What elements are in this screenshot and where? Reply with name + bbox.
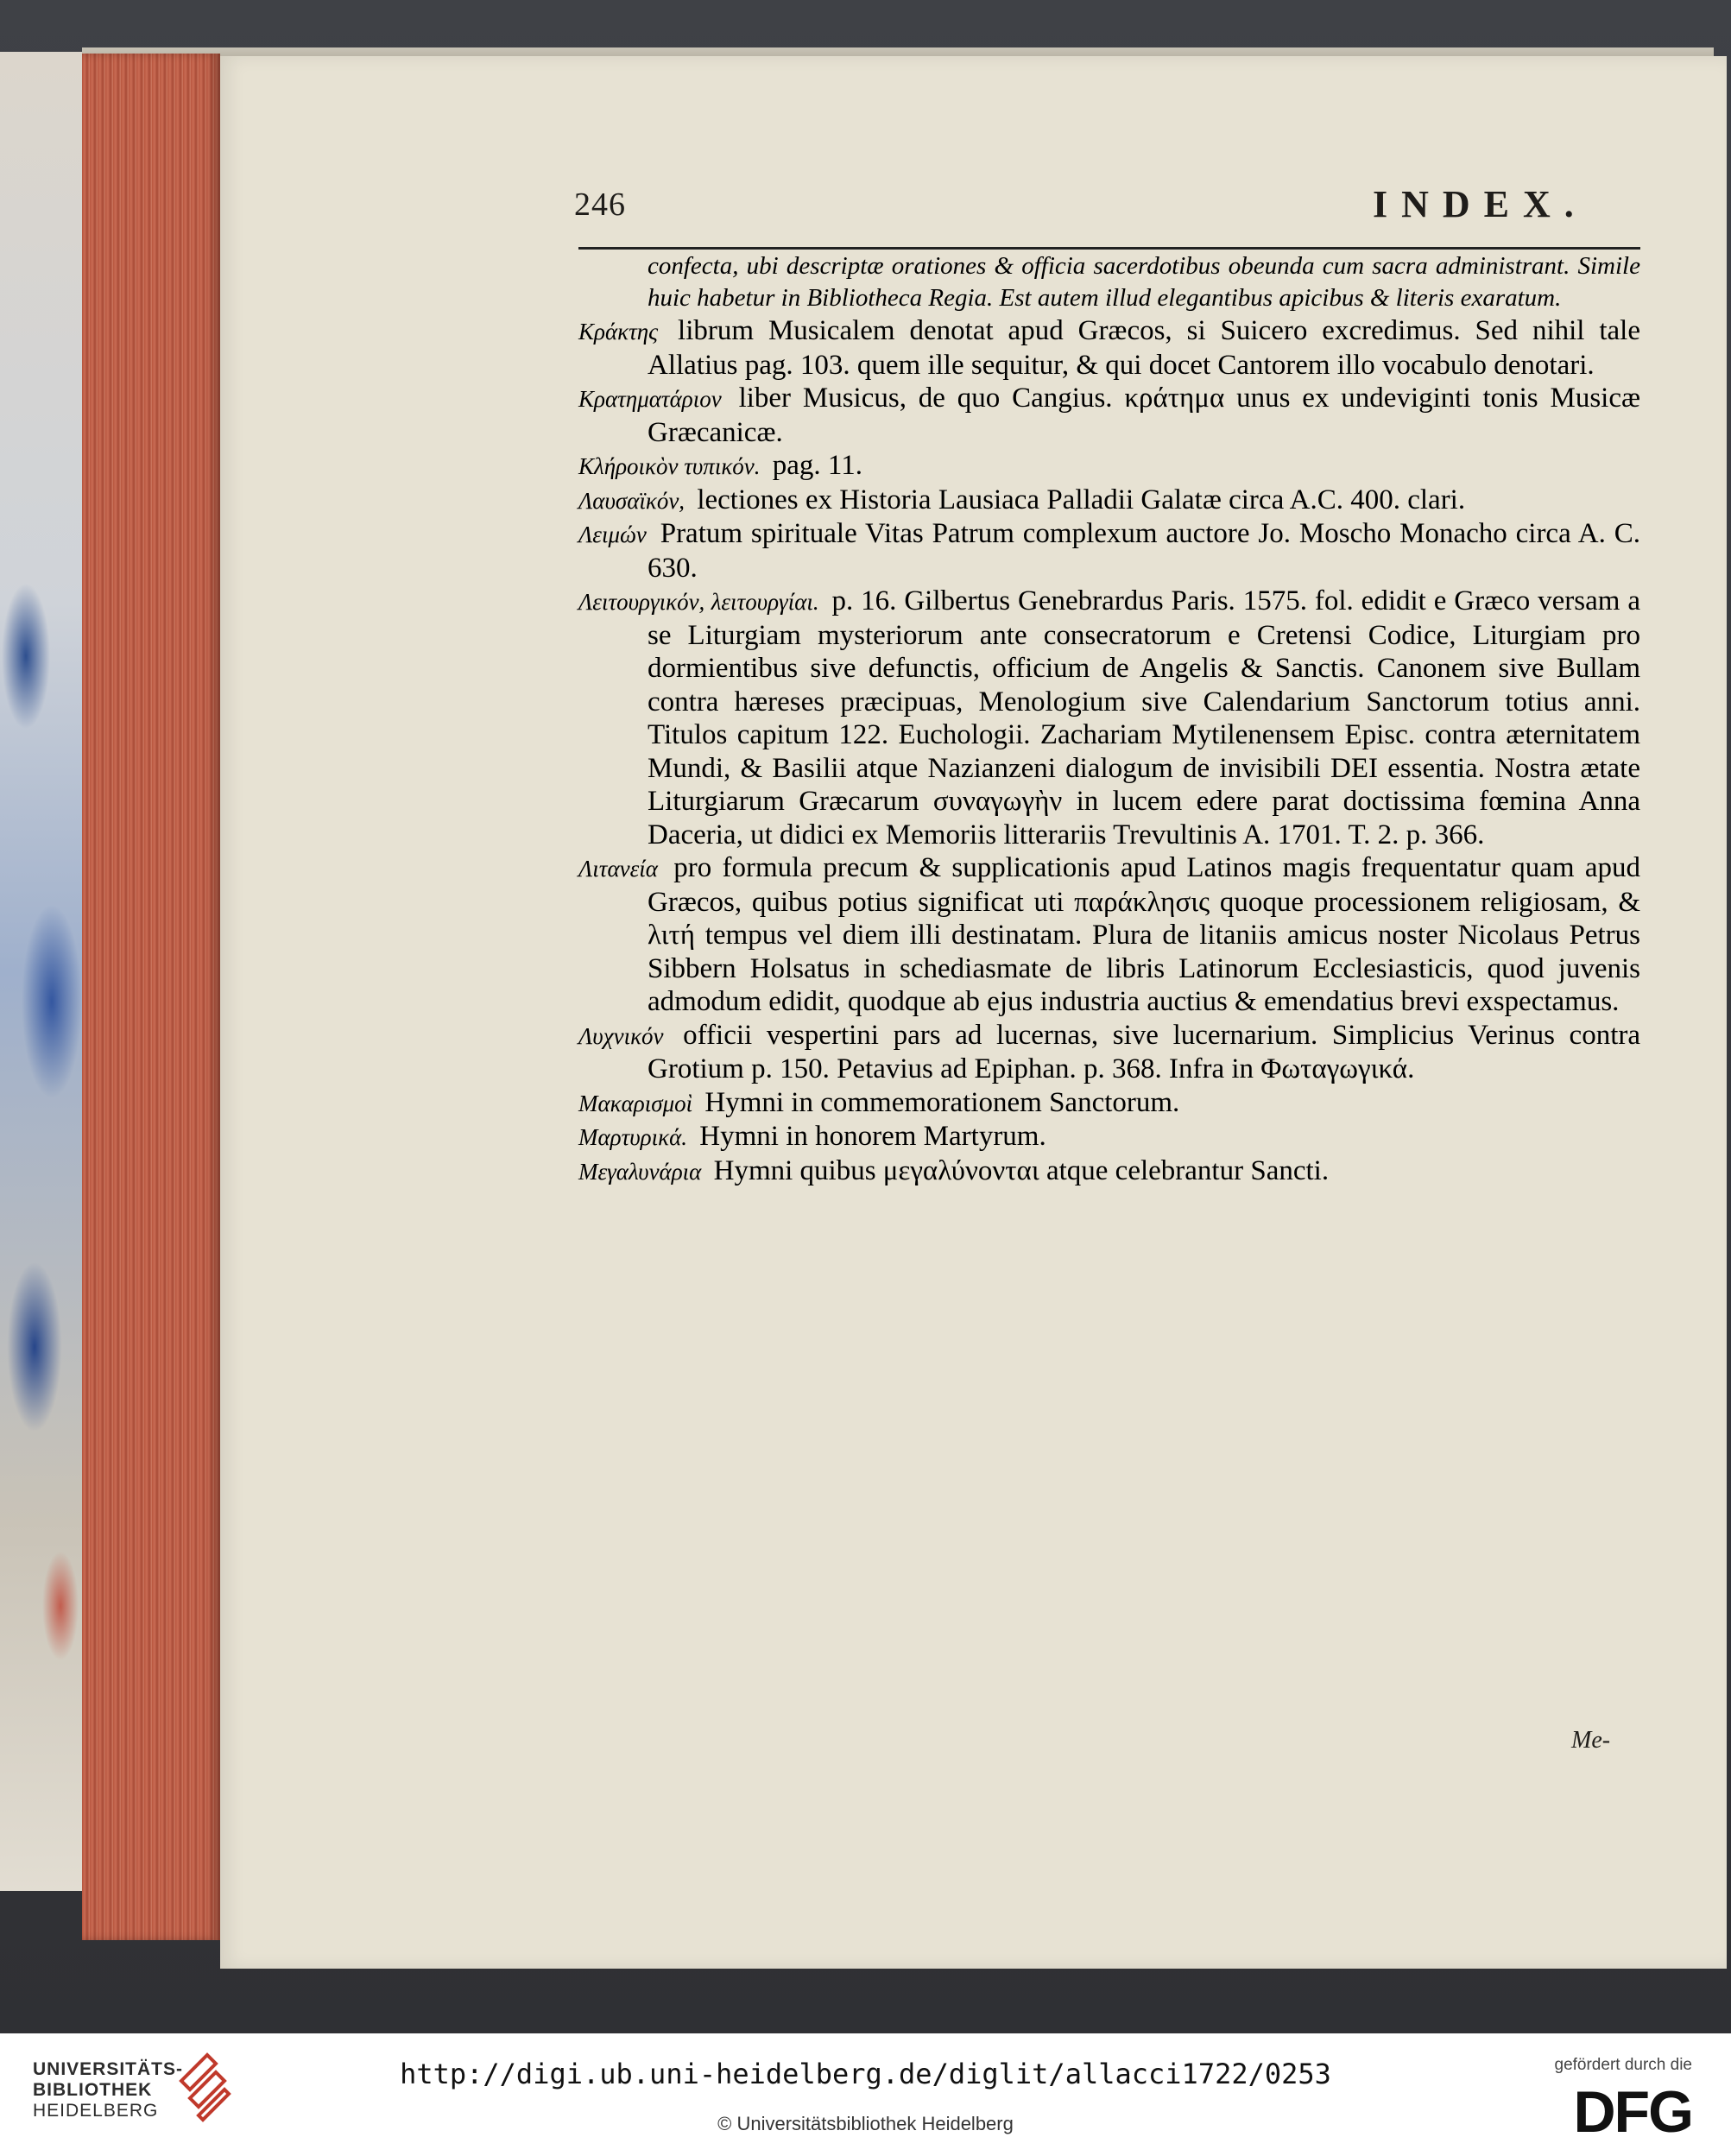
entry-text: pro formula precum & supplicationis apud Latinos magis frequentatur quam apud Græcos, quibus potius significat uti παράκλησις quoque processionem religiosam, & λιτή tempus vel diem illi destinatam. Plura de litaniis amicus noster Nicolaus Petrus Sibbern Holsatus in schediasmate de libris Latinorum Ecclesiasticis, quod juvenis admodum edidit, quodque ab ejus industria auctius & emendatius brevi exspectamus.: [648, 852, 1641, 1017]
logo-line-1: UNIVERSITÄTS-: [33, 2059, 184, 2079]
index-entry: [578, 851, 1640, 1019]
page-header: [350, 177, 1679, 227]
permalink-url[interactable]: http://digi.ub.uni-heidelberg.de/diglit/allacci1722/0253: [400, 2058, 1331, 2090]
entry-text: librum Musicalem denotat apud Græcos, si Suicero excredimus. Sed nihil tale Allatius pag. 103. quem ille sequitur, & qui docet Cantorem illo vocabulo denotari.: [648, 315, 1640, 381]
index-entry: [578, 517, 1640, 585]
entry-text: Hymni in commemorationem Sanctorum.: [704, 1086, 1180, 1118]
entry-lemma: Κρατηματάριον: [578, 386, 722, 412]
header-rule: [578, 247, 1640, 250]
entry-lemma: Λυχνικόν: [578, 1022, 664, 1049]
entry-lemma: Λαυσαϊκόν,: [578, 487, 685, 514]
index-entry: [578, 314, 1640, 382]
entry-body: [578, 382, 1640, 449]
entry-body: [578, 1019, 1640, 1086]
entry-body: [578, 851, 1640, 1019]
index-entry: [578, 1120, 1640, 1154]
running-head: [350, 177, 1679, 227]
entry-text: liber Musicus, de quo Cangius. κράτημα unus ex undeviginti tonis Musicæ Græcanicæ.: [648, 383, 1640, 448]
page-block-edge: [82, 54, 220, 1940]
entry-lemma: Λειμών: [578, 522, 647, 547]
entry-body: [578, 449, 1640, 484]
index-entry: [578, 1086, 1640, 1121]
entry-body: [578, 314, 1640, 382]
index-entry: [578, 585, 1640, 851]
entry-body: [578, 585, 1640, 851]
viewer-footer: [0, 2033, 1731, 2156]
entry-body: [578, 517, 1640, 585]
page-number: 246: [574, 187, 626, 223]
intro-continuation: confecta, ubi descriptæ orationes & officia sacerdotibus obeunda cum sacra administrant. Simile huic habetur in Bibliotheca Regia. Est autem illud elegantibus apicibus & literis exaratum.: [648, 252, 1640, 312]
funded-by-label: gefördert durch die: [1554, 2056, 1692, 2074]
entry-lemma: Μαρτυρικά.: [578, 1124, 688, 1150]
index-entry: [578, 1019, 1640, 1086]
entry-lemma: Κράκτης: [578, 319, 659, 345]
entry-body: [578, 1120, 1640, 1154]
entry-text: Hymni quibus μεγαλύνονται atque celebrantur Sancti.: [713, 1154, 1330, 1186]
entry-lemma: Μεγαλυνάρια: [578, 1158, 702, 1185]
entry-body: [578, 1154, 1640, 1189]
marbled-cover: [0, 52, 95, 1891]
entry-lemma: Μακαρισμοὶ: [578, 1090, 693, 1116]
catchword: Me-: [1571, 1727, 1611, 1754]
entry-body: [578, 1086, 1640, 1121]
logo-line-2: BIBLIOTHEK: [33, 2080, 153, 2100]
entry-body: [578, 484, 1640, 518]
entry-lemma: Λιτανεία: [578, 856, 658, 882]
index-entry: [578, 484, 1640, 518]
entry-text: officii vespertini pars ad lucernas, sive lucernarium. Simplicius Verinus contra Grotium p. 150. Petavius ad Epiphan. p. 368. Infra in Φωταγωγικά.: [648, 1019, 1640, 1084]
entry-text: pag. 11.: [772, 450, 862, 481]
index-entry: [578, 382, 1640, 449]
entry-text: p. 16. Gilbertus Genebrardus Paris. 1575. fol. edidit e Græco versam a se Liturgiam mysteriorum ante consecratorum e Cretensi Codice, Liturgiam pro dormientibus sive defunctis, officium de Angelis & Sanctis. Canonem sive Bullam contra hæreses præcipuas, Menologium sive Calendarium Sanctorum totius anni. Titulos capitum 122. Euchologii. Zachariam Mytilenensem Episc. contra æternitatem Mundi, & Basilii atque Nazianzeni dialogum de invisibili DEI essentia. Nostra ætate Liturgiarum Græcarum συναγωγὴν in lucem edere parat doctissima fœmina Anna Daceria, ut didici ex Memoriis litterariis Trevultinis A. 1701. T. 2. p. 366.: [648, 585, 1640, 850]
entry-text: Pratum spirituale Vitas Patrum complexum auctore Jo. Moscho Monacho circa A. C. 630.: [648, 518, 1641, 584]
running-title: INDEX.: [1373, 183, 1588, 225]
index-entries: [578, 250, 1640, 1188]
entry-text: Hymni in honorem Martyrum.: [699, 1121, 1046, 1152]
entry-lemma: Κλήροικὸν τυπικόν.: [578, 453, 761, 479]
dfg-logo[interactable]: DFG: [1573, 2079, 1692, 2145]
entry-text: lectiones ex Historia Lausiaca Palladii Galatæ circa A.C. 400. clari.: [697, 484, 1466, 515]
index-entry: [578, 1154, 1640, 1189]
entry-lemma: Λειτουργικόν, λειτουργίαι.: [578, 589, 819, 615]
copyright-notice: © Universitätsbibliothek Heidelberg: [717, 2113, 1014, 2134]
logo-line-3: HEIDELBERG: [33, 2101, 159, 2121]
index-entry: [578, 449, 1640, 484]
